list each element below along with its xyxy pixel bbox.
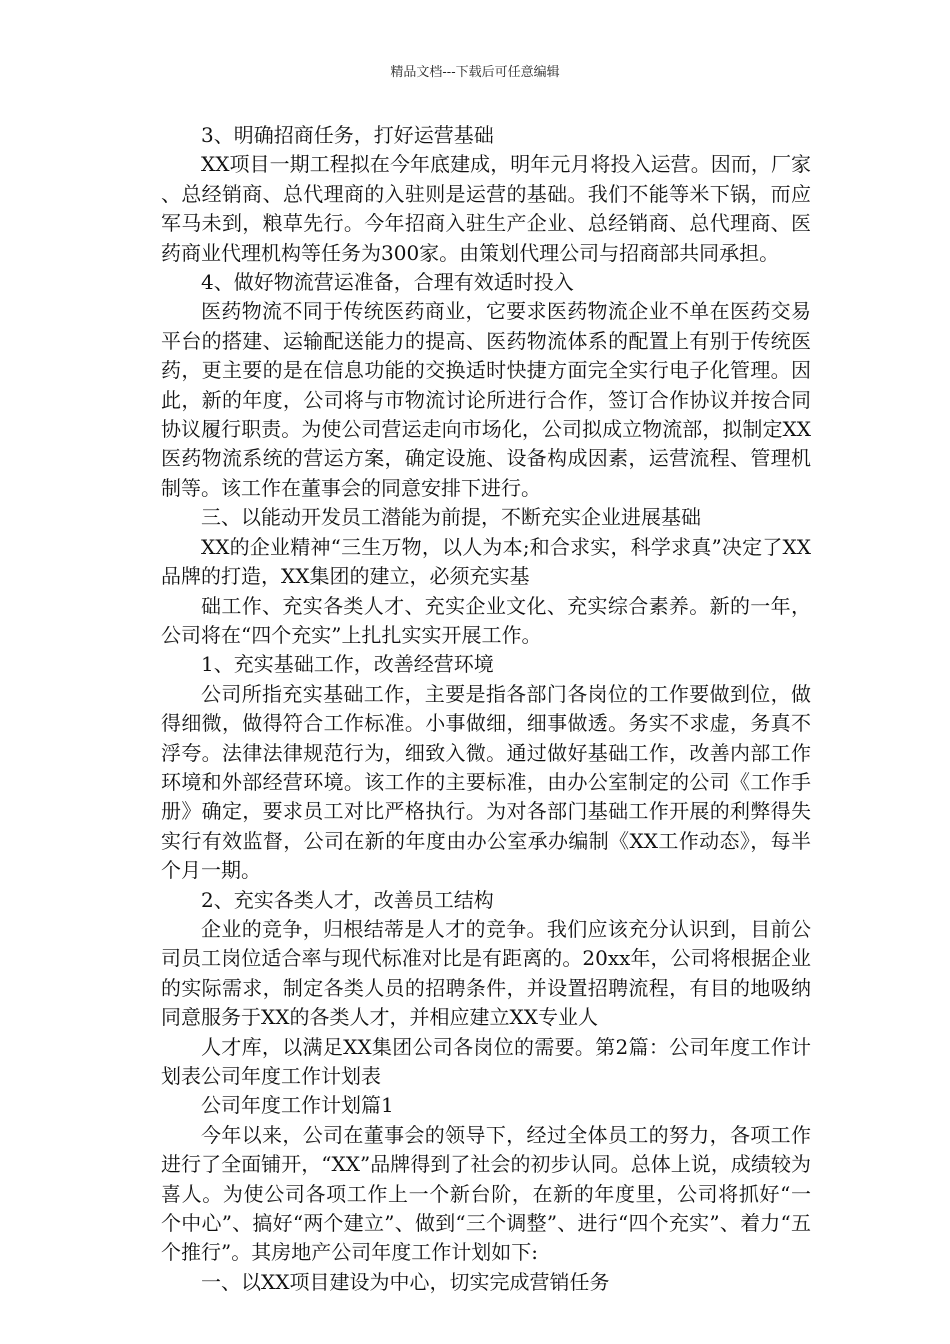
section-heading: 三、以能动开发员工潜能为前提，不断充实企业进展基础: [201, 505, 701, 530]
section-heading: 公司年度工作计划篇1: [201, 1093, 394, 1118]
paragraph: 础工作、充实各类人才、充实企业文化、充实综合素养。新的一年，公司将在“四个充实”上扎扎实实开展工作。: [161, 593, 811, 647]
paragraph: XX项目一期工程拟在今年底建成，明年元月将投入运营。因而，厂家、总经销商、总代理商的入驻则是运营的基础。我们不能等米下锅，而应军马未到，粮草先行。今年招商入驻生产企业、总经销商、总代理商、医药商业代理机构等任务为300家。由策划代理公司与招商部共同承担。: [161, 152, 811, 265]
section-heading: 4、做好物流营运准备，合理有效适时投入: [201, 270, 574, 295]
paragraph: 公司所指充实基础工作，主要是指各部门各岗位的工作要做到位，做得细微，做得符合工作标准。小事做细，细事做透。务实不求虚，务真不浮夸。法律法律规范行为，细致入微。通过做好基础工作，改善内部工作环境和外部经营环境。该工作的主要标准，由办公室制定的公司《工作手册》确定，要求员工对比严格执行。为对各部门基础工作开展的利弊得失实行有效监督，公司在新的年度由办公室承办编制《XX工作动态》，每半个月一期。: [161, 681, 811, 883]
paragraph: 企业的竞争，归根结蒂是人才的竞争。我们应该充分认识到，目前公司员工岗位适合率与现代标准对比是有距离的。20xx年，公司将根据企业的实际需求，制定各类人员的招聘条件，并设置招聘流程，有目的地吸纳同意服务于XX的各类人才，并相应建立XX专业人: [161, 916, 811, 1030]
document-body: [161, 121, 811, 1297]
section-heading: 1、充实基础工作，改善经营环境: [201, 652, 494, 677]
page-header: 精品文档---下载后可任意编辑: [390, 65, 560, 80]
section-heading: 一、以XX项目建设为中心，切实完成营销任务: [201, 1269, 610, 1294]
section-heading: 3、明确招商任务，打好运营基础: [201, 123, 494, 147]
paragraph: 医药物流不同于传统医药商业，它要求医药物流企业不单在医药交易平台的搭建、运输配送能力的提高、医药物流体系的配置上有别于传统医药，更主要的是在信息功能的交换适时快捷方面完全实行电子化管理。因此，新的年度，公司将与市物流讨论所进行合作，签订合作协议并按合同协议履行职责。为使公司营运走向市场化，公司拟成立物流部，拟制定XX医药物流系统的营运方案，确定设施、设备构成因素，运营流程、管理机制等。该工作在董事会的同意安排下进行。: [161, 299, 811, 500]
paragraph: 今年以来，公司在董事会的领导下，经过全体员工的努力，各项工作进行了全面铺开，“XX”品牌得到了社会的初步认同。总体上说，成绩较为喜人。为使公司各项工作上一个新台阶，在新的年度里，公司将抓好“一个中心”、搞好“两个建立”、做到“三个调整”、进行“四个充实”、着力“五个推行”。其房地产公司年度工作计划如下:: [161, 1122, 811, 1265]
paragraph: 人才库，以满足XX集团公司各岗位的需要。第2篇：公司年度工作计划表公司年度工作计划表: [161, 1034, 811, 1088]
section-heading: 2、充实各类人才，改善员工结构: [201, 887, 494, 912]
paragraph: XX的企业精神“三生万物，以人为本;和合求实，科学求真”决定了XX品牌的打造，XX集团的建立，必须充实基: [161, 534, 811, 589]
